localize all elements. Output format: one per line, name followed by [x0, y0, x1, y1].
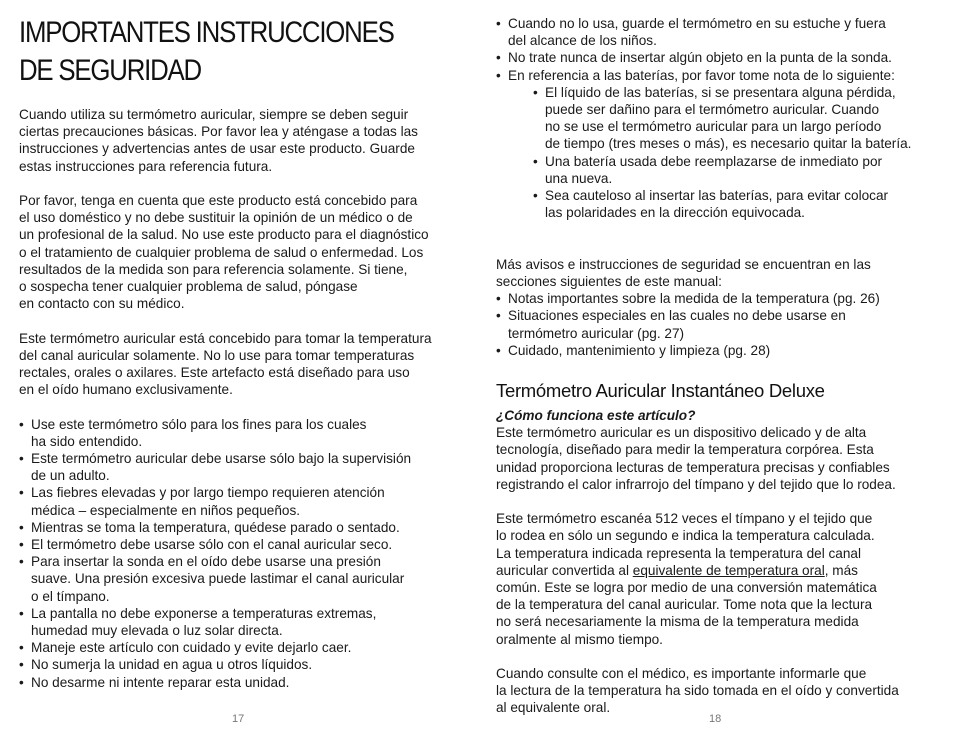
- text-line: La temperatura indicada representa la temperatura del canal: [496, 545, 861, 561]
- more-warnings-list: [496, 290, 941, 359]
- text-line: tecnología, diseñado para medir la temperatura corpórea. Esta: [496, 442, 874, 458]
- bullet-text-line: ha sido entendido.: [31, 433, 143, 449]
- question-heading: ¿Cómo funciona este artículo?: [496, 408, 696, 424]
- text-line: Este termómetro auricular es un dispositivo delicado y de alta: [496, 425, 867, 441]
- title-line-1: IMPORTANTES INSTRUCCIONES: [19, 16, 394, 49]
- text-line: la lectura de la temperatura ha sido tomada en el oído y convertida: [496, 683, 899, 699]
- how-it-works-paragraph: [496, 424, 941, 493]
- text-line: o el tratamiento de cualquier problema de salud o enfermedad. Los: [19, 244, 424, 260]
- domestic-use-paragraph: [19, 192, 464, 312]
- text-line: un profesional de la salud. No use este producto para el diagnóstico: [19, 227, 429, 243]
- ear-canal-paragraph: [19, 330, 464, 399]
- list-item: [496, 67, 941, 84]
- bullet-text-line: o el tímpano.: [31, 588, 110, 604]
- text-line: oralmente al mismo tiempo.: [496, 631, 663, 647]
- text-line: rectales, orales o axilares. Este artefacto está diseñado para uso: [19, 365, 410, 381]
- text-line: en contacto con su médico.: [19, 296, 185, 312]
- text-line: común. Este se logra por medio de una conversión matemática: [496, 580, 877, 596]
- list-item: [496, 15, 941, 49]
- list-item: [19, 536, 464, 553]
- text-line: Cuando utiliza su termómetro auricular, siempre se deben seguir: [19, 107, 409, 122]
- bullet-text-line: • Mientras se toma la temperatura, quédese parado o sentado.: [31, 519, 400, 535]
- list-item: [19, 639, 464, 656]
- text-line: secciones siguientes de este manual:: [496, 274, 722, 290]
- bullet-text-line: • En referencia a las baterías, por favor tome nota de lo siguiente:: [508, 67, 895, 83]
- list-item: [496, 49, 941, 66]
- text-line: del canal auricular solamente. No lo use para tomar temperaturas: [19, 347, 415, 363]
- text-line: en el oído humano exclusivamente.: [19, 382, 233, 398]
- text-line: Por favor, tenga en cuenta que este producto está concebido para: [19, 193, 418, 208]
- intro-paragraph: [19, 106, 464, 175]
- sub-list-item: [533, 187, 941, 221]
- bullet-text-line: • No sumerja la unidad en agua u otros líquidos.: [31, 657, 313, 673]
- text-line: estas instrucciones para referencia futura.: [19, 158, 273, 174]
- bullet-text-line: puede ser dañino para el termómetro auricular. Cuando: [545, 102, 880, 118]
- bullet-text-line: • Una batería usada debe reemplazarse de inmediato por: [545, 153, 883, 169]
- text-line: resultados de la medida son para referencia solamente. Si tiene,: [19, 261, 408, 277]
- list-item: [19, 656, 464, 673]
- text-line: Este termómetro auricular está concebido para tomar la temperatura: [19, 330, 432, 346]
- bullet-text-line: • Sea cauteloso al insertar las baterías, para evitar colocar: [545, 188, 889, 204]
- title-line-2: DE SEGURIDAD: [19, 54, 201, 87]
- bullet-text-line: • Cuidado, mantenimiento y limpieza (pg. 28): [508, 342, 771, 358]
- page-number-right: 18: [709, 713, 722, 725]
- text-line: ciertas precauciones básicas. Por favor lea y aténgase a todas las: [19, 124, 418, 140]
- text-fragment: auricular convertida al: [496, 562, 633, 578]
- list-item: [19, 553, 464, 605]
- oral-equivalent-underlined: equivalente de temperatura oral: [632, 562, 825, 578]
- text-line: instrucciones y advertencias antes de usar este producto. Guarde: [19, 141, 415, 157]
- list-item: [19, 450, 464, 484]
- sub-list-item: [533, 153, 941, 187]
- text-line: o sospecha tener cualquier problema de salud, póngase: [19, 279, 358, 295]
- doctor-paragraph: [496, 665, 941, 717]
- text-line: Cuando consulte con el médico, es importante informarle que: [496, 666, 867, 682]
- section-heading: Termómetro Auricular Instantáneo Deluxe: [496, 380, 825, 402]
- bullet-text-line: • Maneje este artículo con cuidado y evite dejarlo caer.: [31, 640, 352, 656]
- list-item: [496, 307, 941, 341]
- list-item: [19, 484, 464, 518]
- text-line: registrando el calor infrarrojo del tímpano y del tejido que lo rodea.: [496, 476, 896, 492]
- bullet-text-line: humedad muy elevada o luz solar directa.: [31, 623, 283, 639]
- sub-list-item: [533, 84, 941, 153]
- scan-paragraph: [496, 510, 941, 648]
- bullet-text-line: • No desarme ni intente reparar esta unidad.: [31, 674, 290, 690]
- left-body: [19, 106, 464, 691]
- bullet-text-line: • No trate nunca de insertar algún objeto en la punta de la sonda.: [508, 50, 892, 66]
- bullet-text-line: de un adulto.: [31, 468, 110, 484]
- right-body: [496, 15, 941, 717]
- bullet-text-line: no se use el termómetro auricular para un largo período: [545, 119, 882, 135]
- right-top-bullet-list: [496, 15, 941, 84]
- text-line: [496, 562, 941, 579]
- bullet-text-line: • Para insertar la sonda en el oído debe usarse una presión: [31, 554, 381, 570]
- text-line: unidad proporciona lecturas de temperatura precisas y confiables: [496, 459, 890, 475]
- bullet-text-line: una nueva.: [545, 170, 613, 186]
- list-item: [496, 342, 941, 359]
- page-title: [19, 14, 394, 90]
- bullet-text-line: termómetro auricular (pg. 27): [508, 325, 685, 341]
- text-line: el uso doméstico y no debe sustituir la opinión de un médico o de: [19, 210, 413, 226]
- bullet-text-line: • Situaciones especiales en las cuales no debe usarse en: [508, 308, 846, 324]
- text-fragment: , más: [824, 562, 858, 578]
- bullet-text-line: • Use este termómetro sólo para los fines para los cuales: [31, 416, 367, 432]
- more-warnings-intro: [496, 256, 941, 290]
- bullet-text-line: • El termómetro debe usarse sólo con el canal auricular seco.: [31, 537, 393, 553]
- bullet-text-line: • El líquido de las baterías, si se presentara alguna pérdida,: [545, 84, 896, 100]
- page-number-left: 17: [232, 713, 245, 725]
- bullet-text-line: suave. Una presión excesiva puede lastimar el canal auricular: [31, 571, 405, 587]
- bullet-text-line: médica – especialmente en niños pequeños.: [31, 502, 301, 518]
- bullet-text-line: • Este termómetro auricular debe usarse sólo bajo la supervisión: [31, 451, 412, 467]
- bullet-text-line: • La pantalla no debe exponerse a temperaturas extremas,: [31, 605, 377, 621]
- list-item: [19, 605, 464, 639]
- text-line: no será necesariamente la misma de la temperatura medida: [496, 614, 859, 630]
- bullet-text-line: • Las fiebres elevadas y por largo tiempo requieren atención: [31, 485, 385, 501]
- text-line: Más avisos e instrucciones de seguridad se encuentran en las: [496, 256, 871, 272]
- battery-sub-bullet-list: [496, 84, 941, 222]
- list-item: [19, 519, 464, 536]
- bullet-text-line: • Cuando no lo usa, guarde el termómetro en su estuche y fuera: [508, 16, 886, 31]
- bullet-text-line: del alcance de los niños.: [508, 33, 657, 49]
- text-line: lo rodea en sólo un segundo e indica la temperatura calculada.: [496, 528, 875, 544]
- bullet-text-line: las polaridades en la dirección equivocada.: [545, 205, 805, 221]
- list-item: [496, 290, 941, 307]
- text-line: Este termómetro escanéa 512 veces el tímpano y el tejido que: [496, 511, 873, 527]
- text-line: de la temperatura del canal auricular. Tome nota que la lectura: [496, 597, 873, 613]
- list-item: [19, 674, 464, 691]
- safety-bullet-list: [19, 416, 464, 691]
- list-item: [19, 416, 464, 450]
- bullet-text-line: de tiempo (tres meses o más), es necesario quitar la batería.: [545, 136, 912, 152]
- text-line: al equivalente oral.: [496, 700, 611, 716]
- bullet-text-line: • Notas importantes sobre la medida de la temperatura (pg. 26): [508, 291, 880, 307]
